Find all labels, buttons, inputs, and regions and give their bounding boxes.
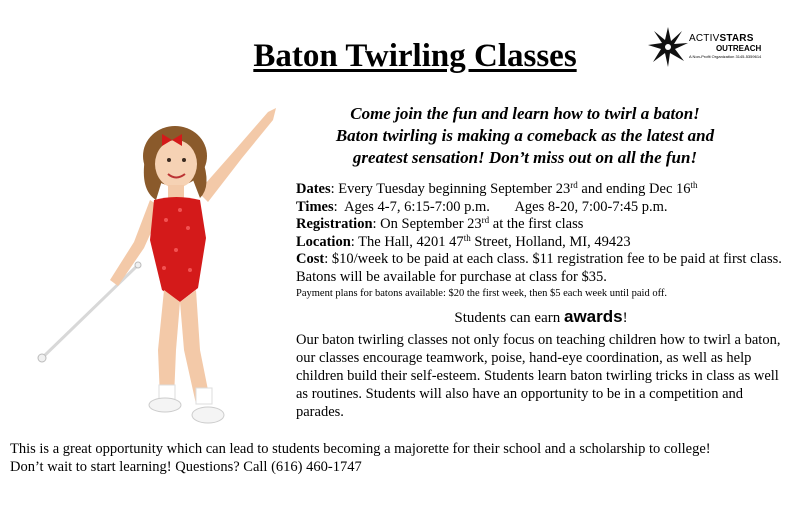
closing-line-2: Don’t wait to start learning! Questions? Call (616) 460-1747 xyxy=(10,459,362,475)
location-row xyxy=(296,234,786,252)
cost-text: : $10/week to be paid at each class. $11 registration fee to be paid at first class. Batons will be available for purchase at class for $35. xyxy=(296,251,782,285)
location-text: : The Hall, 4201 47 xyxy=(350,233,464,250)
location-text-end: Street, Holland, MI, 49423 xyxy=(470,233,631,250)
intro-line-1: Come join the fun and learn how to twirl a baton! xyxy=(350,104,700,123)
dates-text: : Every Tuesday beginning September 23 xyxy=(330,181,571,197)
registration-text-end: at the first class xyxy=(489,216,584,232)
awards-prefix: Students can earn xyxy=(454,310,564,326)
dates-row xyxy=(296,181,786,199)
star-burst-icon xyxy=(646,25,690,69)
intro-line-3: greatest sensation! Don’t miss out on all the fun! xyxy=(352,148,698,167)
description-paragraph: Our baton twirling classes not only focus on teaching children how to twirl a baton, our classes encourage teamwork, poise, hand-eye coordination, as well as help children build their self-esteem. Students learn baton twirling tricks in class as well as routines. Students will also have an opportunity to be in a competition and parades. xyxy=(296,331,781,420)
location-label: Location xyxy=(296,233,351,250)
logo-tagline: A Non-Profit Organization 3145-5359614 xyxy=(689,54,762,59)
logo-wordmark xyxy=(689,34,761,59)
registration-row xyxy=(296,216,786,234)
times-row xyxy=(296,199,786,217)
closing-text xyxy=(10,440,790,476)
payment-note: Payment plans for batons available: $20 the first week, then $5 each week until paid off. xyxy=(296,288,667,299)
location-sup: th xyxy=(463,232,471,243)
activstars-logo xyxy=(646,25,786,69)
intro-line-2: Baton twirling is making a comeback as the latest and xyxy=(335,126,715,145)
dates-label: Dates xyxy=(296,181,331,197)
class-details xyxy=(296,181,786,421)
closing-line-1: This is a great opportunity which can lead to students becoming a majorette for their school and a scholarship to college! xyxy=(10,441,711,457)
dates-sup-end: th xyxy=(690,180,698,190)
awards-line xyxy=(296,308,786,328)
registration-label: Registration xyxy=(296,216,373,232)
times-label: Times xyxy=(296,198,334,215)
registration-sup: rd xyxy=(481,215,490,225)
intro-text xyxy=(300,103,750,169)
logo-brand-bold: STARS xyxy=(719,33,754,44)
times-text: : Ages 4-7, 6:15-7:00 p.m. Ages 8-20, 7:00-7:45 p.m. xyxy=(333,198,668,215)
cost-row xyxy=(296,251,786,286)
dates-sup: rd xyxy=(570,180,578,190)
awards-suffix: ! xyxy=(622,310,628,326)
awards-word: awards xyxy=(563,307,623,326)
cost-label: Cost xyxy=(296,251,325,267)
logo-brand-light: ACTIV xyxy=(689,33,720,44)
logo-subtitle: OUTREACH xyxy=(715,44,762,53)
page-title: Baton Twirling Classes xyxy=(253,38,577,74)
baton-twirler-photo xyxy=(30,100,300,440)
registration-text: : On September 23 xyxy=(372,216,482,232)
dates-text-end: and ending Dec 16 xyxy=(577,181,691,197)
